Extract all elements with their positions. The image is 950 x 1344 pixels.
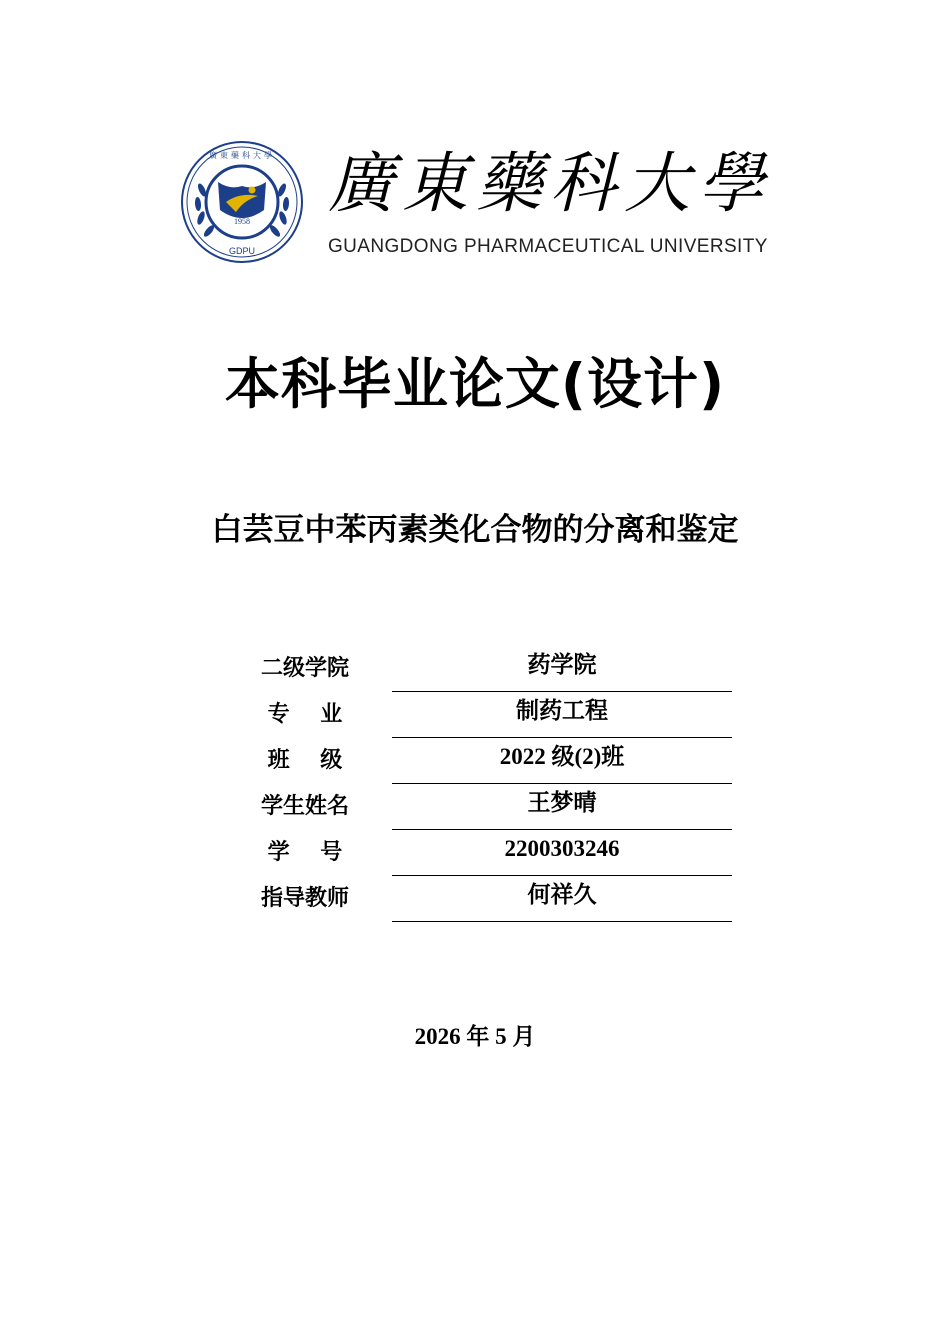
info-row-major <box>230 692 732 738</box>
info-label: 班 级 <box>267 748 343 773</box>
info-row-advisor <box>230 876 732 922</box>
thesis-title: 白芸豆中苯丙素类化合物的分离和鉴定 <box>211 512 739 548</box>
emblem-year: 1958 <box>234 217 250 226</box>
submission-date: 2026 年 5 月 <box>414 1024 536 1049</box>
info-label: 专 业 <box>267 702 343 727</box>
info-row-college <box>230 646 732 692</box>
info-value: 制药工程 <box>392 692 732 738</box>
info-value: 药学院 <box>392 646 732 692</box>
info-value: 2200303246 <box>392 830 732 876</box>
info-label: 学 号 <box>267 840 343 865</box>
emblem-ring-text: 廣東藥科大學 <box>209 151 275 160</box>
info-value: 王梦晴 <box>392 784 732 830</box>
info-row-class <box>230 738 732 784</box>
emblem-abbr: GDPU <box>228 246 256 256</box>
university-emblem-logo <box>180 140 304 264</box>
student-info-table <box>230 646 732 922</box>
university-name-cn: 廣東藥科大學 <box>328 145 772 222</box>
info-row-student-name <box>230 784 732 830</box>
document-type-title: 本科毕业论文(设计) <box>224 352 726 416</box>
university-header <box>180 140 780 265</box>
info-label: 学生姓名 <box>260 794 349 819</box>
info-label: 指导教师 <box>260 886 349 911</box>
info-label: 二级学院 <box>260 656 349 681</box>
info-value: 2022 级(2)班 <box>392 738 732 784</box>
info-value: 何祥久 <box>392 876 732 922</box>
university-name-en: GUANGDONG PHARMACEUTICAL UNIVERSITY <box>328 236 768 257</box>
info-row-student-id <box>230 830 732 876</box>
